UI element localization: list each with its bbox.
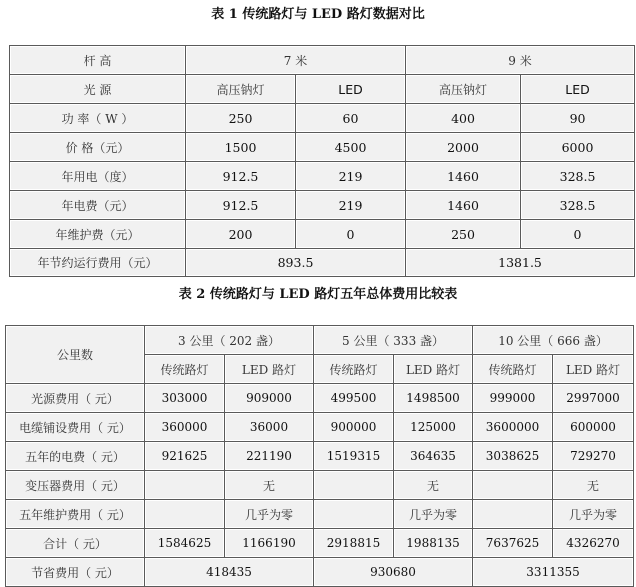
table-row	[10, 191, 635, 220]
hps-header-7m: 高压钠灯	[186, 75, 296, 104]
trad-header: 传统路灯	[473, 355, 553, 384]
cell: 2918815	[314, 529, 394, 558]
table-row	[10, 220, 635, 249]
light-source-label: 光 源	[10, 75, 186, 104]
cell: 200	[186, 220, 296, 249]
row-label: 变压器费用（ 元）	[6, 471, 145, 500]
group-3km-header: 3 公里（ 202 盏）	[145, 326, 314, 355]
table-row	[10, 249, 635, 277]
cell: 360000	[145, 413, 225, 442]
cell: 221190	[225, 442, 314, 471]
led-header-9m: LED	[521, 75, 635, 104]
row-label: 合计（ 元）	[6, 529, 145, 558]
cell: 4326270	[553, 529, 634, 558]
cell: 几乎为零	[553, 500, 634, 529]
table-row	[6, 529, 634, 558]
table-row	[10, 75, 635, 104]
cell: 1498500	[394, 384, 473, 413]
row-label: 年用电（度）	[10, 162, 186, 191]
cell: 912.5	[186, 162, 296, 191]
table-row	[10, 162, 635, 191]
cell: 219	[296, 162, 406, 191]
cell: 7637625	[473, 529, 553, 558]
savings-7m: 893.5	[186, 249, 406, 277]
annual-savings-label: 年节约运行费用（元）	[10, 249, 186, 277]
cell: 909000	[225, 384, 314, 413]
cell: 1519315	[314, 442, 394, 471]
km-label: 公里数	[6, 326, 145, 384]
cell: 无	[553, 471, 634, 500]
row-label: 电缆铺设费用（ 元）	[6, 413, 145, 442]
table-row	[6, 442, 634, 471]
table2-caption: 表 2 传统路灯与 LED 路灯五年总体费用比较表	[178, 287, 458, 302]
led-header: LED 路灯	[225, 355, 314, 384]
cell: 几乎为零	[225, 500, 314, 529]
height-7m-header: 7 米	[186, 46, 406, 75]
cell: 328.5	[521, 191, 635, 220]
cell: 250	[186, 104, 296, 133]
cell	[145, 471, 225, 500]
table-row	[6, 413, 634, 442]
cell: 无	[225, 471, 314, 500]
savings-10km: 3311355	[473, 558, 634, 587]
cell	[473, 471, 553, 500]
cell: 912.5	[186, 191, 296, 220]
cell: 1584625	[145, 529, 225, 558]
cell: 2000	[406, 133, 521, 162]
row-label: 年维护费（元）	[10, 220, 186, 249]
cell: 1988135	[394, 529, 473, 558]
cell	[473, 500, 553, 529]
cell: 600000	[553, 413, 634, 442]
led-header: LED 路灯	[394, 355, 473, 384]
table-row	[6, 471, 634, 500]
cell: 36000	[225, 413, 314, 442]
led-header-7m: LED	[296, 75, 406, 104]
cell: 328.5	[521, 162, 635, 191]
cell: 303000	[145, 384, 225, 413]
table-row	[6, 558, 634, 587]
cell: 3600000	[473, 413, 553, 442]
cell: 921625	[145, 442, 225, 471]
cell: 几乎为零	[394, 500, 473, 529]
cell: 729270	[553, 442, 634, 471]
cell: 6000	[521, 133, 635, 162]
cell: 125000	[394, 413, 473, 442]
row-label: 年电费（元）	[10, 191, 186, 220]
cell: 364635	[394, 442, 473, 471]
cell: 0	[521, 220, 635, 249]
table-row	[10, 104, 635, 133]
group-5km-header: 5 公里（ 333 盏）	[314, 326, 473, 355]
group-10km-header: 10 公里（ 666 盏）	[473, 326, 634, 355]
cell: 无	[394, 471, 473, 500]
row-label: 五年的电费（ 元）	[6, 442, 145, 471]
trad-header: 传统路灯	[145, 355, 225, 384]
table-row	[6, 384, 634, 413]
cell: 219	[296, 191, 406, 220]
cell: 60	[296, 104, 406, 133]
cell: 499500	[314, 384, 394, 413]
total-savings-label: 节省费用（ 元）	[6, 558, 145, 587]
cell	[314, 471, 394, 500]
cell: 1166190	[225, 529, 314, 558]
cell: 999000	[473, 384, 553, 413]
cell	[145, 500, 225, 529]
row-label: 五年维护费用（ 元）	[6, 500, 145, 529]
row-label: 光源费用（ 元）	[6, 384, 145, 413]
cell: 90	[521, 104, 635, 133]
cell: 900000	[314, 413, 394, 442]
table-row	[10, 46, 635, 75]
table1-caption: 表 1 传统路灯与 LED 路灯数据对比	[211, 7, 425, 22]
streetlight-comparison-table	[9, 45, 635, 277]
cell: 1500	[186, 133, 296, 162]
table-row	[10, 133, 635, 162]
led-header: LED 路灯	[553, 355, 634, 384]
five-year-cost-table	[5, 325, 634, 587]
savings-3km: 418435	[145, 558, 314, 587]
cell: 250	[406, 220, 521, 249]
row-label: 功 率（ W ）	[10, 104, 186, 133]
cell: 2997000	[553, 384, 634, 413]
row-label: 价 格（元）	[10, 133, 186, 162]
cell: 1460	[406, 162, 521, 191]
height-9m-header: 9 米	[406, 46, 635, 75]
trad-header: 传统路灯	[314, 355, 394, 384]
cell: 4500	[296, 133, 406, 162]
cell: 3038625	[473, 442, 553, 471]
savings-5km: 930680	[314, 558, 473, 587]
savings-9m: 1381.5	[406, 249, 635, 277]
cell	[314, 500, 394, 529]
cell: 400	[406, 104, 521, 133]
table-row	[6, 500, 634, 529]
cell: 0	[296, 220, 406, 249]
table-row	[6, 326, 634, 355]
hps-header-9m: 高压钠灯	[406, 75, 521, 104]
cell: 1460	[406, 191, 521, 220]
pole-height-label: 杆 高	[10, 46, 186, 75]
